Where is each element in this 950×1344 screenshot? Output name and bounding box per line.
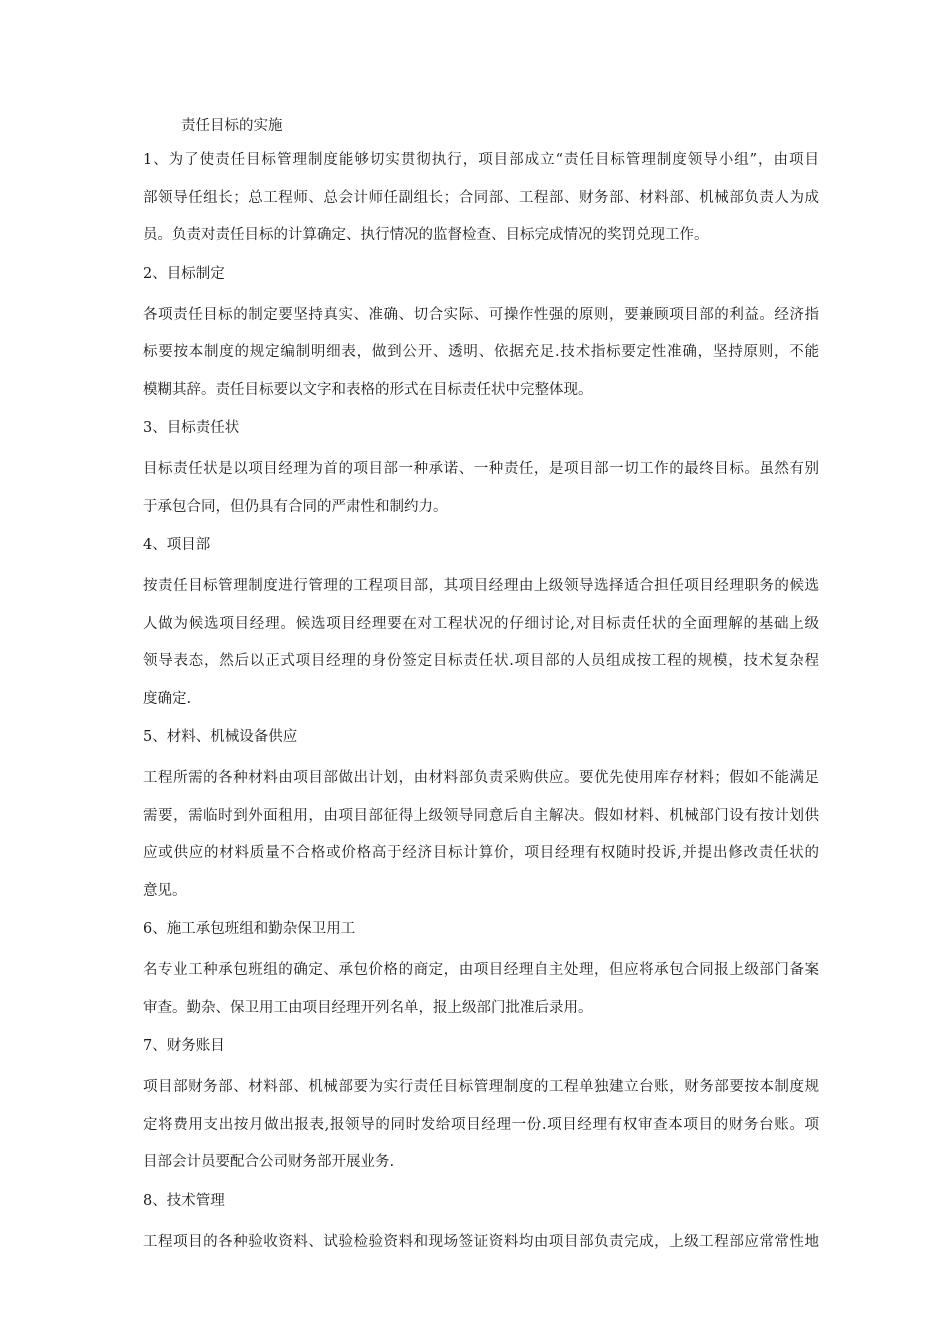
section-6-paragraph (143, 952, 819, 1027)
paragraph-line: 目标责任状是以项目经理为首的项目部一种承诺、一种责任，是项目部一切工作的最终目标。虽然有别 (143, 461, 819, 477)
paragraph-line: 员。负责对责任目标的计算确定、执行情况的监督检查、目标完成情况的奖罚兑现工作。 (143, 227, 709, 243)
paragraph-line: 按责任目标管理制度进行管理的工程项目部，其项目经理由上级领导选择适合担任项目经理职务的候选 (143, 578, 819, 594)
paragraph-line: 1、为了使责任目标管理制度能够切实贯彻执行，项目部成立“责任目标管理制度领导小组”，由项目 (143, 152, 819, 168)
section-8 (143, 1187, 819, 1262)
section-7-heading: 7、财务账目 (143, 1038, 225, 1054)
paragraph-line: 模糊其辞。责任目标要以文字和表格的形式在目标责任状中完整体现。 (143, 381, 593, 398)
section-5-paragraph (143, 760, 819, 910)
section-4-paragraph (143, 568, 819, 718)
section-3-heading: 3、目标责任状 (143, 420, 240, 436)
section-7-paragraph (143, 1069, 819, 1182)
section-5-heading: 5、材料、机械设备供应 (143, 729, 298, 745)
paragraph-line: 项目部财务部、材料部、机械部要为实行责任目标管理制度的工程单独建立台账，财务部要按本制度规 (143, 1079, 819, 1095)
paragraph-line: 审查。勤杂、保卫用工由项目经理开列名单，报上级部门批准后录用。 (143, 999, 593, 1016)
section-3-paragraph (143, 451, 819, 526)
section-5 (143, 723, 819, 910)
section-2-heading: 2、目标制定 (143, 265, 225, 282)
paragraph-line: 于承包合同，但仍具有合同的严肃性和制约力。 (143, 498, 448, 515)
section-4-heading: 4、项目部 (143, 537, 211, 553)
paragraph-line: 度确定. (143, 690, 192, 707)
paragraph-line: 各项责任目标的制定要坚持真实、准确、切合实际、可操作性强的原则，要兼顾项目部的利益。经济指 (143, 306, 819, 323)
section-4 (143, 531, 819, 718)
section-7 (143, 1032, 819, 1182)
paragraph-line: 标要按本制度的规定编制明细表，做到公开、透明、依据充足.技术指标要定性准确，坚持原则，不能 (143, 344, 819, 360)
paragraph-line: 工程所需的各种材料由项目部做出计划，由材料部负责采购供应。要优先使用库存材料；假如不能满足 (143, 770, 819, 786)
section-1 (143, 142, 819, 255)
document-page (143, 112, 819, 1266)
paragraph-line: 名专业工种承包班组的确定、承包价格的商定，由项目经理自主处理，但应将承包合同报上级部门备案 (143, 962, 819, 978)
paragraph-line: 定将费用支出按月做出报表,报领导的同时发给项目经理一份.项目经理有权审查本项目的财务台账。项 (143, 1116, 819, 1133)
paragraph-line: 工程项目的各种验收资料、试验检验资料和现场签证资料均由项目部负责完成，上级工程部应常常性地 (143, 1233, 819, 1250)
section-2 (143, 260, 819, 410)
section-8-heading: 8、技术管理 (143, 1192, 225, 1209)
paragraph-line: 目部会计员要配合公司财务部开展业务. (143, 1154, 395, 1170)
paragraph-line: 需要，需临时到外面租用，由项目部征得上级领导同意后自主解决。假如材料、机械部门设有按计划供 (143, 807, 819, 824)
paragraph-line: 意见。 (143, 882, 187, 899)
section-3 (143, 414, 819, 526)
section-6 (143, 915, 819, 1027)
section-6-heading: 6、施工承包班组和勤杂保卫用工 (143, 921, 356, 937)
paragraph-line: 领导表态，然后以正式项目经理的身份签定目标责任状.项目部的人员组成按工程的规模，技术复杂程 (143, 653, 819, 669)
section-2-paragraph (143, 297, 819, 410)
document-title: 责任目标的实施 (181, 118, 283, 134)
section-8-paragraph (143, 1224, 819, 1262)
paragraph-line: 应或供应的材料质量不合格或价格高于经济目标计算价，项目经理有权随时投诉,并提出修改责任状的 (143, 845, 819, 861)
paragraph-line: 人做为候选项目经理。候选项目经理要在对工程状况的仔细讨论,对目标责任状的全面理解的基础上级 (143, 615, 819, 632)
paragraph-line: 部领导任组长；总工程师、总会计师任副组长；合同部、工程部、财务部、材料部、机械部负责人为成 (143, 189, 819, 206)
section-1-paragraph (143, 142, 819, 255)
